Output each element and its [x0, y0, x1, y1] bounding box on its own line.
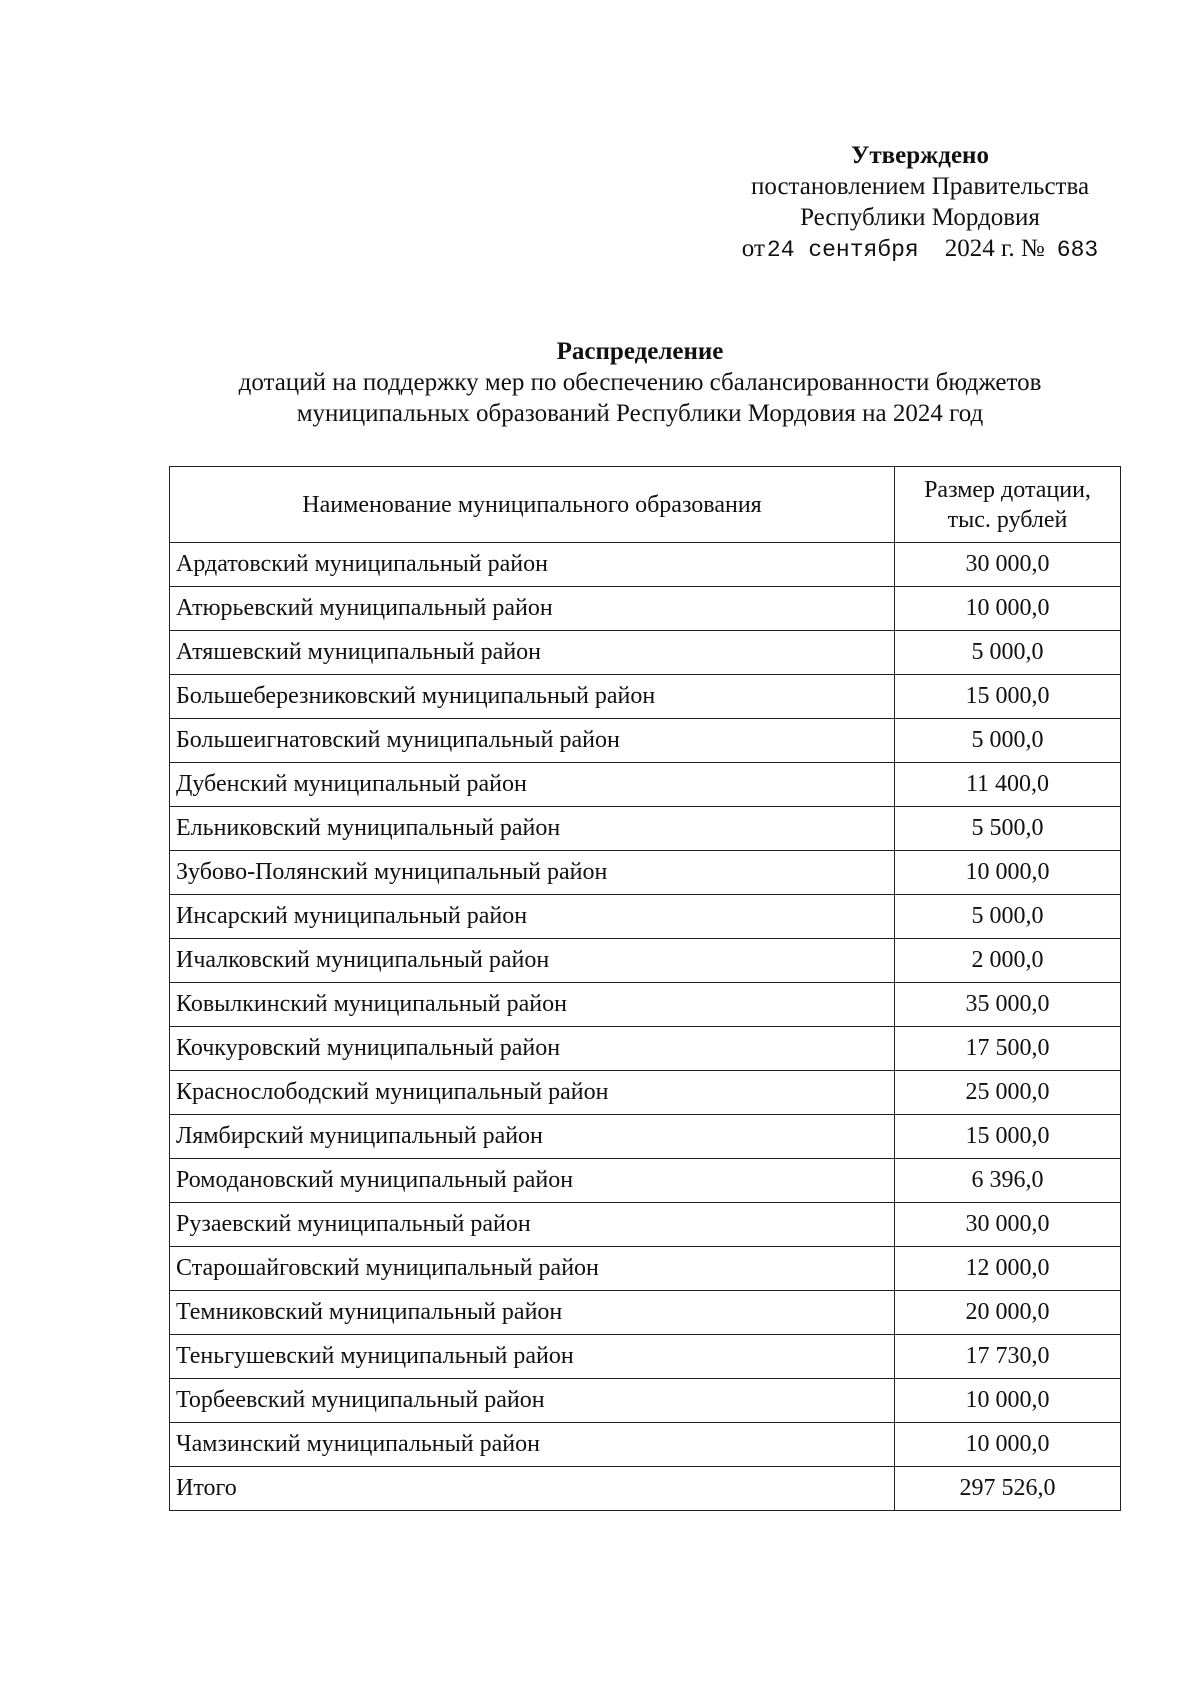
header-value-line-2: тыс. рублей — [947, 506, 1068, 533]
total-value: 297 526,0 — [895, 1467, 1121, 1511]
table-row — [170, 587, 1121, 631]
subsidy-amount: 5 000,0 — [895, 895, 1121, 939]
municipality-name: Лямбирский муниципальный район — [170, 1115, 895, 1159]
municipality-name: Атяшевский муниципальный район — [170, 631, 895, 675]
municipality-name: Краснослободский муниципальный район — [170, 1071, 895, 1115]
municipality-name: Чамзинский муниципальный район — [170, 1423, 895, 1467]
approval-number: 683 — [1056, 237, 1099, 263]
distribution-table — [169, 466, 1121, 1511]
table-row — [170, 895, 1121, 939]
table-row — [170, 939, 1121, 983]
subsidy-amount: 17 500,0 — [895, 1027, 1121, 1071]
municipality-name: Ардатовский муниципальный район — [170, 543, 895, 587]
table-header-row — [170, 467, 1121, 543]
header-value-line-1: Размер дотации, — [924, 476, 1091, 503]
subsidy-amount: 5 000,0 — [895, 719, 1121, 763]
table-row — [170, 1423, 1121, 1467]
table-row — [170, 1159, 1121, 1203]
municipality-name: Дубенский муниципальный район — [170, 763, 895, 807]
table-row — [170, 719, 1121, 763]
municipality-name: Инсарский муниципальный район — [170, 895, 895, 939]
municipality-name: Ичалковский муниципальный район — [170, 939, 895, 983]
subsidy-amount: 6 396,0 — [895, 1159, 1121, 1203]
document-title — [150, 336, 1130, 429]
table-row — [170, 1027, 1121, 1071]
table-row — [170, 1379, 1121, 1423]
subsidy-amount: 5 000,0 — [895, 631, 1121, 675]
subsidy-amount: 20 000,0 — [895, 1291, 1121, 1335]
subsidy-amount: 30 000,0 — [895, 543, 1121, 587]
table-row — [170, 631, 1121, 675]
table-row — [170, 1115, 1121, 1159]
municipality-name: Ельниковский муниципальный район — [170, 807, 895, 851]
title-line-1: дотаций на поддержку мер по обеспечению сбалансированности бюджетов — [238, 369, 1042, 396]
header-name: Наименование муниципального образования — [170, 467, 895, 543]
total-row — [170, 1467, 1121, 1511]
municipality-name: Темниковский муниципальный район — [170, 1291, 895, 1335]
table-row — [170, 1247, 1121, 1291]
subsidy-amount: 15 000,0 — [895, 675, 1121, 719]
municipality-name: Старошайговский муниципальный район — [170, 1247, 895, 1291]
subsidy-amount: 11 400,0 — [895, 763, 1121, 807]
table-row — [170, 851, 1121, 895]
subsidy-amount: 15 000,0 — [895, 1115, 1121, 1159]
subsidy-amount: 25 000,0 — [895, 1071, 1121, 1115]
approval-heading: Утверждено — [851, 142, 989, 169]
subsidy-amount: 2 000,0 — [895, 939, 1121, 983]
approval-stamp — [700, 140, 1140, 266]
municipality-name: Большеигнатовский муниципальный район — [170, 719, 895, 763]
table-row — [170, 983, 1121, 1027]
municipality-name: Теньгушевский муниципальный район — [170, 1335, 895, 1379]
municipality-name: Большеберезниковский муниципальный район — [170, 675, 895, 719]
subsidy-amount: 5 500,0 — [895, 807, 1121, 851]
table-row — [170, 675, 1121, 719]
municipality-name: Зубово-Полянский муниципальный район — [170, 851, 895, 895]
table-row — [170, 1335, 1121, 1379]
municipality-name: Торбеевский муниципальный район — [170, 1379, 895, 1423]
title-main: Распределение — [556, 338, 724, 365]
subsidy-amount: 10 000,0 — [895, 851, 1121, 895]
subsidy-amount: 10 000,0 — [895, 1379, 1121, 1423]
approval-year: 2024 г. № — [944, 235, 1045, 262]
table-row — [170, 1291, 1121, 1335]
municipality-name: Атюрьевский муниципальный район — [170, 587, 895, 631]
municipality-name: Рузаевский муниципальный район — [170, 1203, 895, 1247]
table-row — [170, 807, 1121, 851]
table-row — [170, 543, 1121, 587]
date-prefix: от — [741, 235, 765, 262]
approval-date-line — [700, 233, 1140, 266]
table-row — [170, 763, 1121, 807]
approval-line-1: постановлением Правительства — [750, 173, 1090, 200]
municipality-name: Ромодановский муниципальный район — [170, 1159, 895, 1203]
municipality-name: Ковылкинский муниципальный район — [170, 983, 895, 1027]
title-line-2: муниципальных образований Республики Мордовия на 2024 год — [296, 400, 984, 427]
subsidy-amount: 10 000,0 — [895, 1423, 1121, 1467]
total-label: Итого — [170, 1467, 895, 1511]
subsidy-amount: 30 000,0 — [895, 1203, 1121, 1247]
subsidy-amount: 10 000,0 — [895, 587, 1121, 631]
subsidy-amount: 17 730,0 — [895, 1335, 1121, 1379]
approval-date: 24 сентября — [766, 237, 919, 263]
table-row — [170, 1071, 1121, 1115]
municipality-name: Кочкуровский муниципальный район — [170, 1027, 895, 1071]
approval-line-2: Республики Мордовия — [800, 204, 1040, 231]
subsidy-amount: 12 000,0 — [895, 1247, 1121, 1291]
table-row — [170, 1203, 1121, 1247]
subsidy-amount: 35 000,0 — [895, 983, 1121, 1027]
header-value — [895, 467, 1121, 543]
